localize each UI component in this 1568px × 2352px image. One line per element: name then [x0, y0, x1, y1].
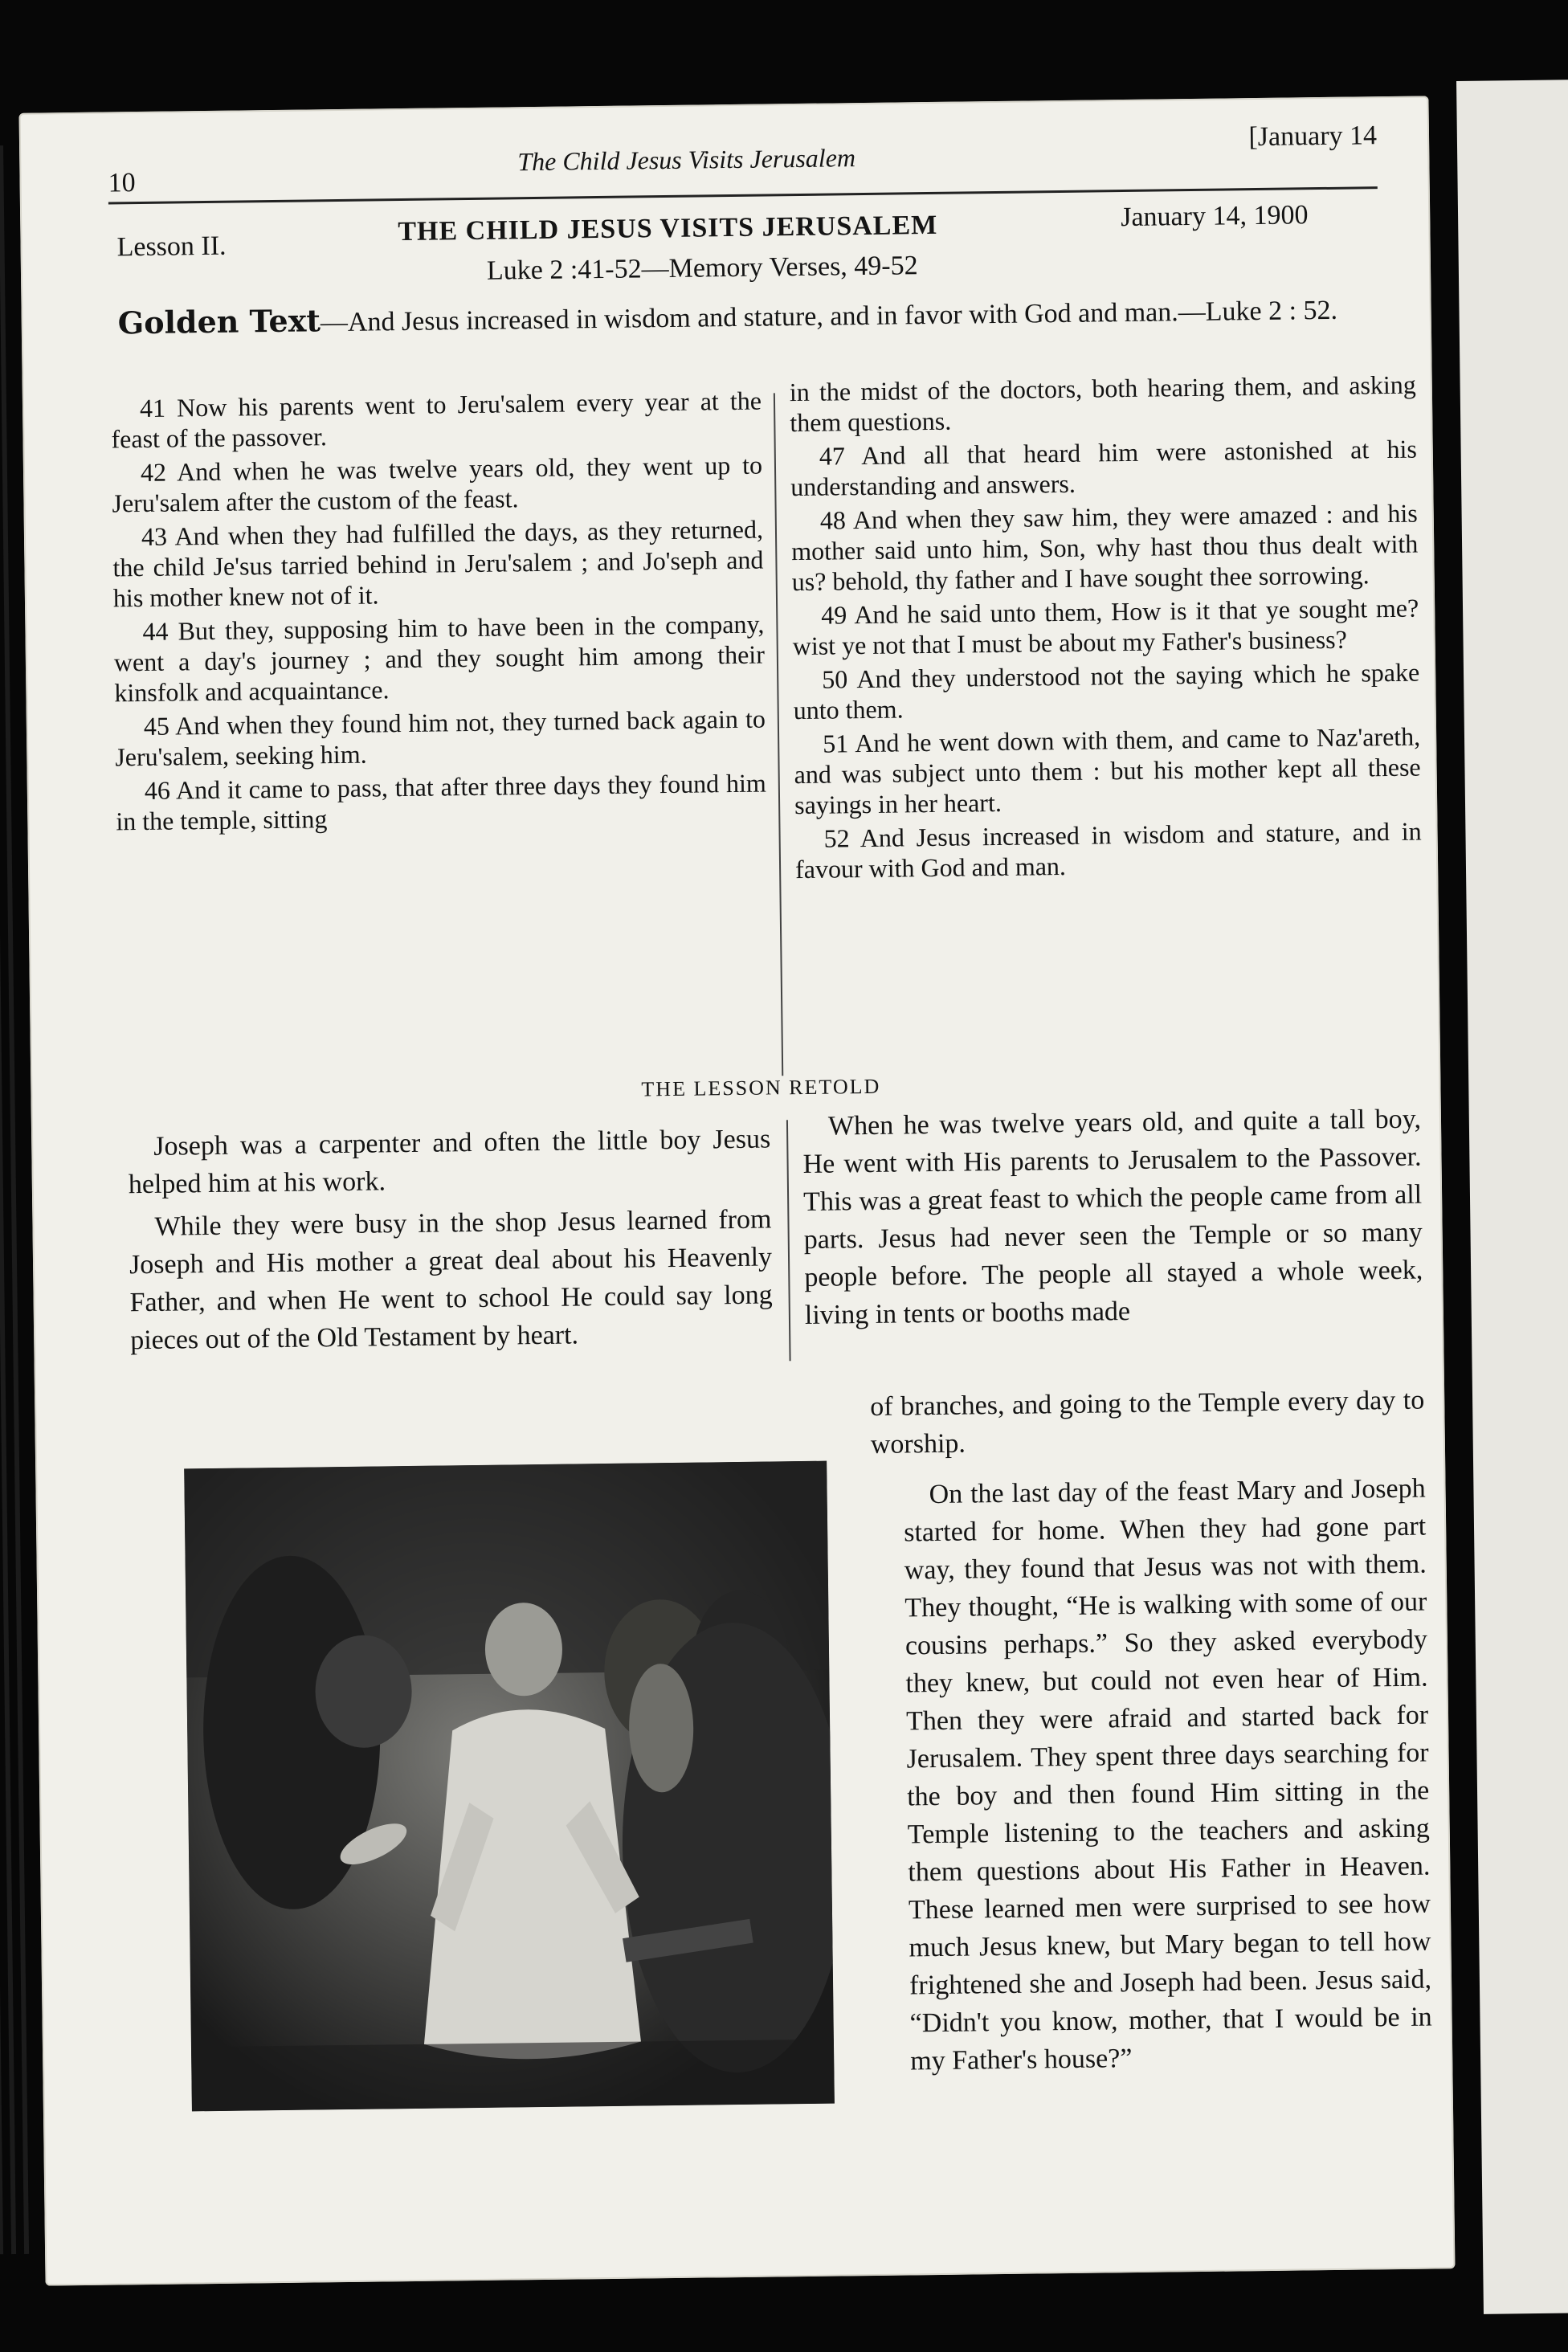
page-edge-line — [0, 145, 29, 2254]
retold-paragraph: When he was twelve years old, and quite a tall boy, He went with His parents to Jerusalem to the Passover. This was a great feast to which the people came from all parts. Jesus had never seen the Temple or so many people before. The people all stayed a whole week, living in tents or booths made — [802, 1104, 1423, 1330]
scripture-reference: Luke 2 :41-52—Memory Verses, 49-52 — [486, 251, 918, 286]
retold-right-column-bottom — [903, 1470, 1432, 2085]
verse: 50 And they understood not the saying which he spake unto them. — [793, 657, 1420, 725]
verse: 51 And he went down with them, and came to Naz'areth, and was subject unto them : but his mother kept all these sayings in her heart. — [794, 721, 1421, 820]
running-title: The Child Jesus Visits Jerusalem — [517, 143, 856, 177]
page-number: 10 — [108, 168, 136, 198]
lesson-title: THE CHILD JESUS VISITS JERUSALEM — [398, 210, 938, 247]
retold-paragraph: On the last day of the feast Mary and Joseph started for home. When they had gone part way, they found that Jesus was not with them. They thought, “He is walking with some of our cousins perhaps.” So they asked everybody they knew, but could not even hear of Him. Then they were afraid and started back for Jerusalem. They spent three days searching for the boy and then found Him sitting in the Temple listening to the teachers and asking them questions about His Father in Heaven. These learned men were surprised to see how much Jesus knew, but Mary began to tell how frightened she and Joseph had been. Jesus said, “Didn't you know, mother, that I would be in my Father's house?” — [903, 1473, 1432, 2076]
retold-right-column-top — [802, 1100, 1423, 1339]
lesson-date: January 14, 1900 — [1121, 200, 1309, 233]
verse: in the midst of the doctors, both hearing them, and asking them questions. — [789, 370, 1417, 438]
book-page — [19, 96, 1456, 2285]
retold-left-column — [128, 1120, 774, 1364]
golden-text — [117, 285, 1371, 348]
column-divider — [774, 393, 783, 1076]
verses-right-column — [790, 370, 1423, 888]
verse: 47 And all that heard him were astonished at his understanding and answers. — [790, 434, 1417, 502]
column-divider — [786, 1120, 791, 1361]
golden-text-label: Golden Text — [117, 302, 321, 341]
section-heading: THE LESSON RETOLD — [641, 1074, 881, 1101]
retold-paragraph: Joseph was a carpenter and often the little boy Jesus helped him at his work. — [128, 1124, 771, 1200]
verse: 41 Now his parents went to Jeru'salem every year at the feast of the passover. — [111, 386, 762, 454]
lesson-label: Lesson II. — [116, 231, 227, 263]
verse: 48 And when they saw him, they were amazed : and his mother said unto him, Son, why hast thou thus dealt with us? behold, thy father and I have sought thee sorrowing. — [791, 498, 1419, 597]
verse: 52 And Jesus increased in wisdom and stature, and in favour with God and man. — [794, 816, 1422, 884]
verse: 42 And when he was twelve years old, they went up to Jeru'salem after the custom of the feast. — [112, 450, 763, 518]
retold-paragraph: While they were busy in the shop Jesus learned from Joseph and His mother a great deal about his Heavenly Father, and when He went to school He could say long pieces out of the Old Testament by heart. — [129, 1204, 773, 1356]
verse: 49 And he said unto them, How is it that ye sought me? wist ye not that I must be about my Father's business? — [792, 593, 1419, 661]
retold-right-column-mid — [870, 1382, 1425, 1468]
adjacent-page-edge — [1456, 80, 1568, 2314]
verse: 46 And it came to pass, that after three days they found him in the temple, sitting — [116, 768, 767, 836]
running-date: [January 14 — [1248, 120, 1378, 153]
illustration-drawing — [184, 1461, 835, 2112]
golden-text-body: —And Jesus increased in wisdom and stature, and in favor with God and man.—Luke 2 : 52. — [320, 295, 1338, 338]
verse: 44 But they, supposing him to have been in the company, went a day's journey ; and they sought him among their kinsfolk and acquaintance. — [113, 609, 766, 708]
verse: 43 And when they had fulfilled the days, as they returned, the child Je'sus tarried behind in Jeru'salem ; and Jo'seph and his mother knew not of it. — [112, 514, 764, 613]
illustration-jesus-in-temple — [184, 1461, 835, 2112]
retold-paragraph: of branches, and going to the Temple every day to worship. — [870, 1385, 1425, 1460]
verse: 45 And when they found him not, they turned back again to Jeru'salem, seeking him. — [115, 704, 766, 772]
verses-left-column — [111, 386, 767, 840]
